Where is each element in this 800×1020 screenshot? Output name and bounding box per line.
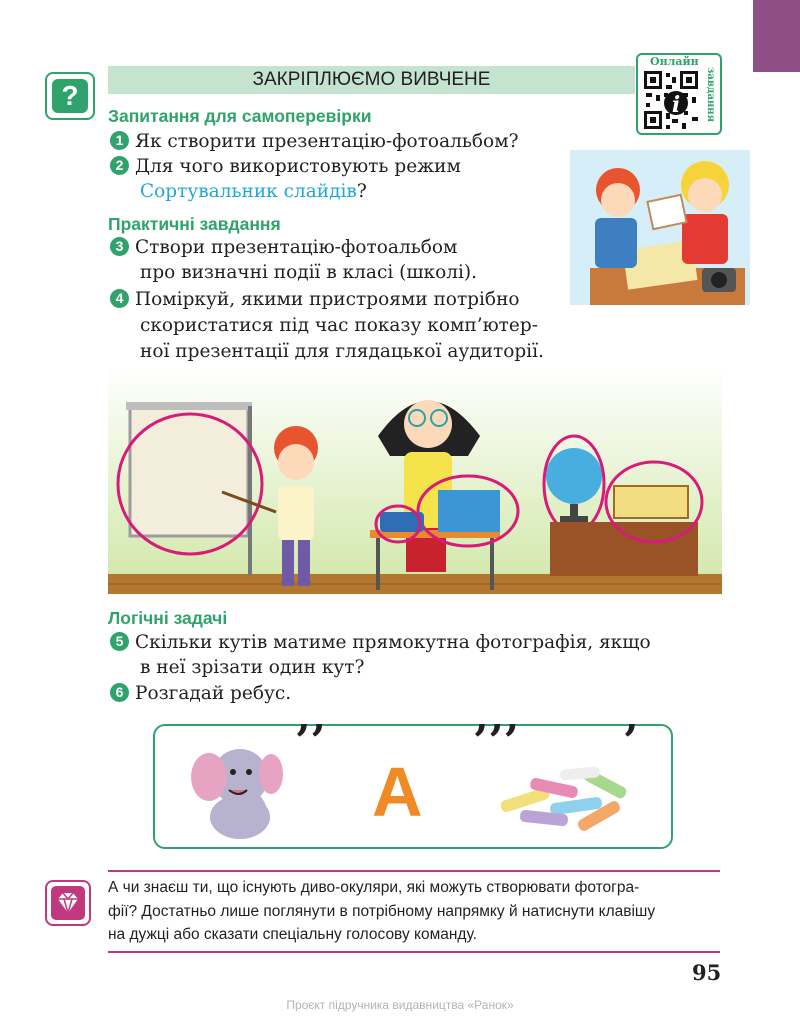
task-4: 4 Поміркуй, якими пристроями потрібно — [110, 289, 520, 310]
number-badge: 4 — [110, 289, 129, 308]
qr-code-icon — [642, 69, 700, 131]
question-2-cont: Сортувальник слайдів? — [140, 181, 367, 202]
task-4-cont-2: ної презентації для глядацької аудиторії. — [140, 341, 544, 362]
rebus-commas-2: ’’’ — [473, 716, 519, 767]
rebus-commas-3: ’ — [623, 716, 639, 767]
question-mark-icon: ? — [45, 72, 95, 120]
page-tab — [753, 0, 800, 72]
did-you-know-text: А чи знаєш ти, що існують диво-окуляри, які можуть створювати фотогра- фії? Достатньо лише поглянути в потрібному напрямку й натиснути клавішу на дужці або сказати спеціальну голосову команду. — [108, 879, 656, 943]
task-5: 5 Скільки кутів матиме прямокутна фотографія, якщо — [110, 632, 651, 653]
task-5-cont: в неї зрізати один кут? — [140, 657, 365, 678]
number-badge: 2 — [110, 156, 129, 175]
tasks-label: завдання — [705, 67, 716, 122]
online-tasks-qr[interactable] — [636, 53, 722, 135]
question-1: 1 Як створити презентацію-фотоальбом? — [110, 131, 519, 152]
self-check-title: Запитання для самоперевірки — [108, 106, 372, 126]
kids-photo-album-illustration — [570, 150, 750, 305]
fact-divider-top — [108, 870, 720, 872]
diamond-icon — [45, 880, 91, 926]
practical-tasks-title: Практичні завдання — [108, 214, 281, 234]
number-badge: 1 — [110, 131, 129, 150]
number-badge: 5 — [110, 632, 129, 651]
task-4-cont: скористатися під час показу комп’ютер- — [140, 315, 538, 336]
online-label: Онлайн — [650, 55, 699, 68]
publisher-footer: Проєкт підручника видавництва «Ранок» — [286, 998, 514, 1012]
task-3: 3 Створи презентацію-фотоальбом — [110, 237, 457, 258]
rebus-box — [153, 716, 673, 849]
slide-sorter-term: Сортувальник слайдів — [140, 181, 357, 202]
task-3-cont: про визначні події в класі (школі). — [140, 262, 478, 283]
logic-tasks-title: Логічні задачі — [108, 608, 228, 628]
question-2: 2 Для чого використовують режим — [110, 156, 461, 177]
rebus-letter: А — [372, 753, 423, 831]
svg-text:i: i — [671, 92, 681, 118]
rebus-commas-1: ’’ — [295, 716, 326, 767]
section-banner: ЗАКРІПЛЮЄМО ВИВЧЕНЕ — [108, 66, 635, 94]
classroom-presentation-illustration — [108, 366, 722, 594]
number-badge: 3 — [110, 237, 129, 256]
page-number: 95 — [692, 960, 722, 985]
fact-divider-bottom — [108, 951, 720, 953]
task-6: 6 Розгадай ребус. — [110, 683, 291, 704]
elephant-icon — [185, 732, 295, 844]
chalk-pieces-icon — [490, 764, 640, 834]
number-badge: 6 — [110, 683, 129, 702]
